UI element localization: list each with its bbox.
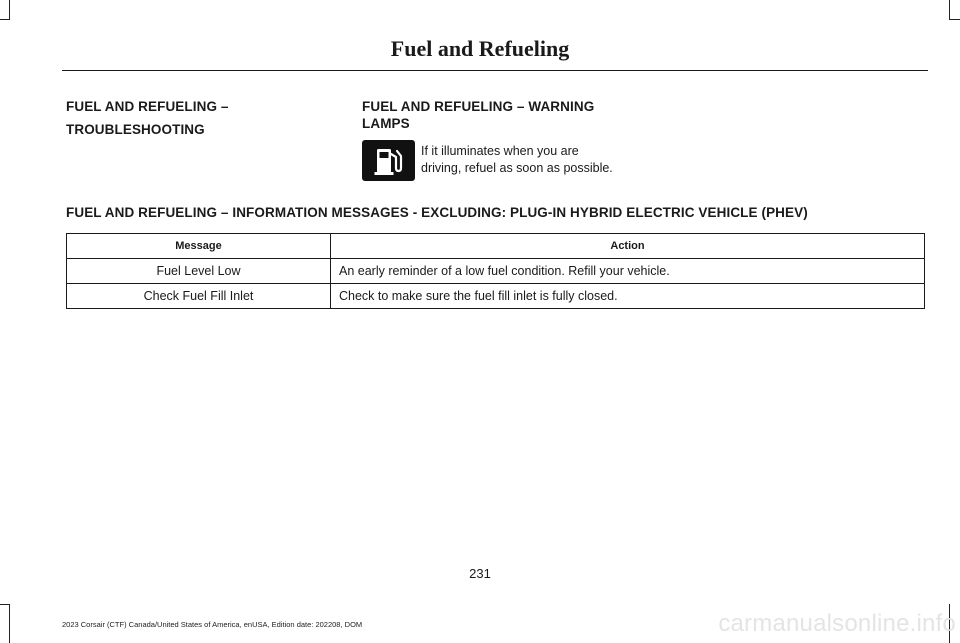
message-cell: Fuel Level Low <box>67 259 331 284</box>
page-title: Fuel and Refueling <box>390 36 570 61</box>
troubleshooting-heading-line2: TROUBLESHOOTING <box>66 122 205 137</box>
troubleshooting-heading <box>66 98 229 138</box>
info-messages-heading: FUEL AND REFUELING – INFORMATION MESSAGES - EXCLUDING: PLUG-IN HYBRID ELECTRIC VEHICLE (PHEV) <box>66 205 808 220</box>
table-header-row <box>67 234 925 259</box>
crop-mark <box>0 19 10 20</box>
watermark: carmanualsonline.info <box>718 610 956 637</box>
column-header-action: Action <box>331 234 925 259</box>
table-row <box>67 259 925 284</box>
warning-lamp-description-line1: If it illuminates when you are <box>421 144 579 158</box>
crop-mark <box>0 604 10 605</box>
action-cell: Check to make sure the fuel fill inlet is fully closed. <box>331 284 925 309</box>
action-cell: An early reminder of a low fuel condition. Refill your vehicle. <box>331 259 925 284</box>
troubleshooting-heading-line1: FUEL AND REFUELING – <box>66 99 229 114</box>
warning-lamps-heading <box>362 98 594 132</box>
fuel-pump-icon <box>362 140 415 181</box>
page-number: 231 <box>469 566 491 581</box>
column-header-message: Message <box>67 234 331 259</box>
crop-mark <box>9 604 10 643</box>
warning-lamp-description-line2: driving, refuel as soon as possible. <box>421 160 613 175</box>
info-messages-table <box>66 233 925 309</box>
edition-footer: 2023 Corsair (CTF) Canada/United States of America, enUSA, Edition date: 202208, DOM <box>62 620 363 629</box>
message-cell: Check Fuel Fill Inlet <box>67 284 331 309</box>
header-divider <box>62 70 928 71</box>
crop-mark <box>949 0 950 20</box>
table-row <box>67 284 925 309</box>
warning-lamps-heading-line2: LAMPS <box>362 116 410 131</box>
warning-lamp-description <box>421 143 636 176</box>
crop-mark <box>950 19 960 20</box>
crop-mark <box>9 0 10 20</box>
warning-lamps-heading-line1: FUEL AND REFUELING – WARNING <box>362 99 595 114</box>
